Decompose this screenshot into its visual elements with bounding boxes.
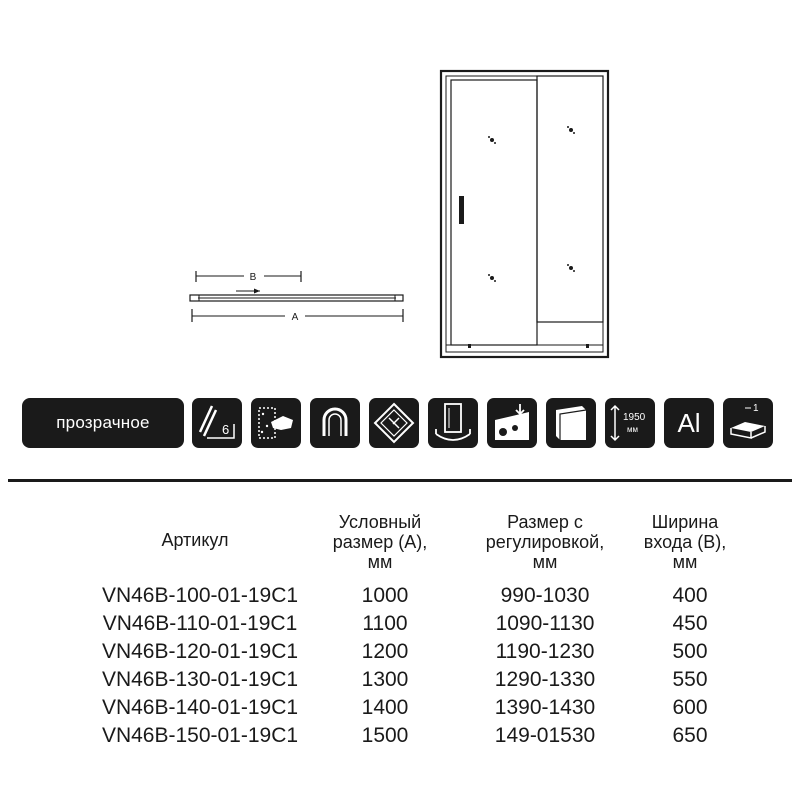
table-row (0, 696, 800, 724)
entry-width-cell: 500 (672, 640, 708, 663)
adjustment-range-cell: 990-1030 (500, 584, 590, 607)
article-cell: VN46B-140-01-19C1 (101, 696, 299, 719)
nominal-size-cell: 1400 (361, 696, 409, 719)
article-cell: VN46B-100-01-19C1 (101, 584, 299, 607)
header-adjustment-range: Размер с регулировкой, мм (485, 512, 605, 572)
glass-panel-icon (546, 398, 596, 448)
easy-clean-coating-icon (369, 398, 419, 448)
nominal-size-cell: 1500 (361, 724, 409, 747)
section-divider (8, 479, 792, 482)
nominal-size-cell: 1300 (361, 668, 409, 691)
glass-thickness-value: 6 (222, 422, 230, 437)
table-row (0, 584, 800, 612)
header-entry-width: Ширина входа (В), мм (643, 512, 727, 572)
dimension-a-label: A (291, 312, 299, 323)
aluminum-material-icon (664, 398, 714, 448)
adjustment-range-cell: 1190-1230 (495, 640, 595, 663)
adjustment-range-cell: 1090-1130 (495, 612, 595, 635)
glass-fasteners (488, 126, 575, 282)
table-row (0, 724, 800, 752)
entry-width-cell: 400 (672, 584, 708, 607)
package-count-icon (723, 398, 773, 448)
adjustment-range-cell: 149-01530 (494, 724, 596, 747)
table-row (0, 612, 800, 640)
entry-width-cell: 650 (672, 724, 708, 747)
safety-glass-icon (251, 398, 301, 448)
nominal-size-cell: 1100 (362, 612, 408, 635)
nominal-size-cell: 1000 (361, 584, 409, 607)
height-value: 1950 (623, 412, 646, 423)
entry-width-cell: 450 (672, 612, 708, 635)
dimension-b-label: B (249, 272, 257, 283)
article-cell: VN46B-130-01-19C1 (101, 668, 299, 691)
table-row (0, 668, 800, 696)
height-icon (605, 398, 655, 448)
adjustment-range-cell: 1390-1430 (494, 696, 596, 719)
water-repellent-icon (487, 398, 537, 448)
nominal-size-cell: 1200 (361, 640, 409, 663)
article-cell: VN46B-150-01-19C1 (101, 724, 299, 747)
entry-width-cell: 550 (672, 668, 708, 691)
front-view-door (441, 71, 608, 357)
magnet-icon (310, 398, 360, 448)
material-label: Al (677, 408, 701, 438)
table-row (0, 640, 800, 668)
header-nominal-size: Условный размер (А), мм (332, 512, 428, 572)
article-cell: VN46B-120-01-19C1 (101, 640, 299, 663)
glass-type-badge (22, 398, 184, 448)
adjustable-rollers-icon (428, 398, 478, 448)
feature-icons-row (22, 398, 782, 448)
header-article: Артикул (161, 530, 229, 550)
height-unit: мм (627, 425, 638, 434)
package-count: 1 (753, 403, 759, 414)
glass-type-label: прозрачное (56, 413, 150, 432)
product-drawing (0, 0, 800, 380)
article-cell: VN46B-110-01-19C1 (102, 612, 298, 635)
adjustment-range-cell: 1290-1330 (494, 668, 596, 691)
entry-width-cell: 600 (672, 696, 708, 719)
glass-thickness-icon (192, 398, 242, 448)
